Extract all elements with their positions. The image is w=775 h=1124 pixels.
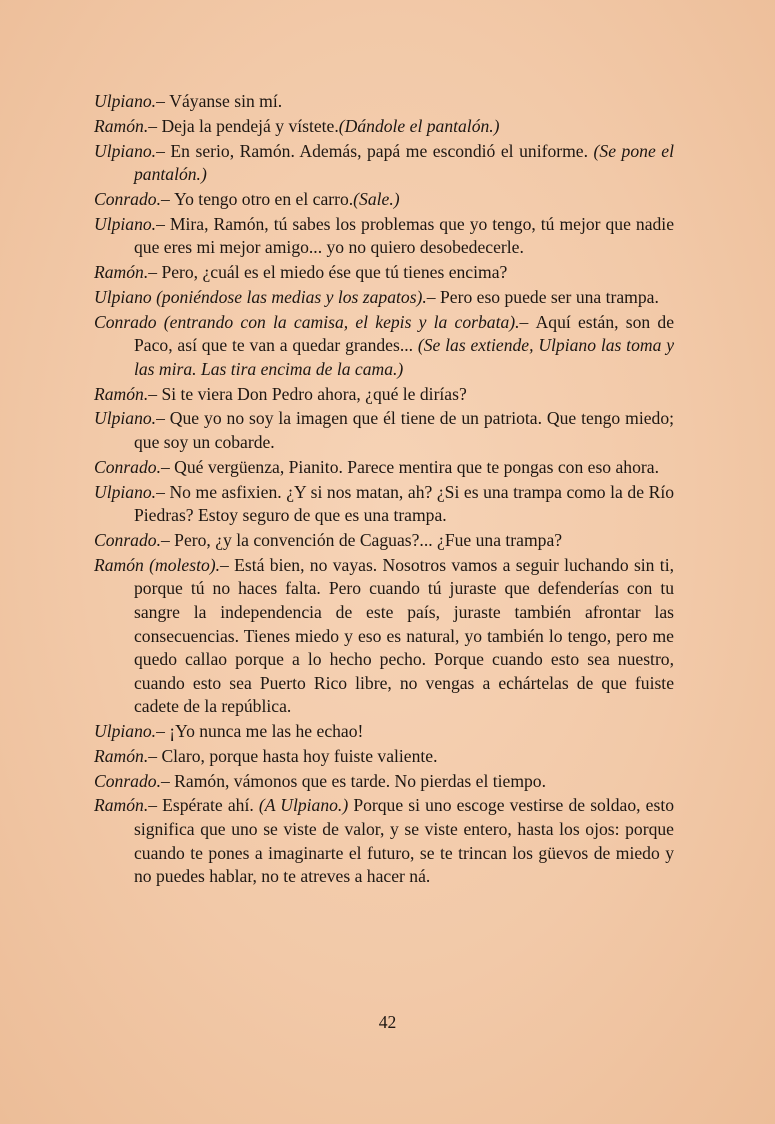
speaker-name: Conrado — [94, 456, 157, 477]
speaker-name: Ramón — [94, 383, 144, 404]
speaker-name: Ulpiano — [94, 140, 152, 161]
dialogue-speech: Deja la pendejá y vístete. — [161, 115, 339, 136]
dialogue-line — [94, 115, 674, 139]
dialogue-speech: Claro, porque hasta hoy fuiste valiente. — [161, 745, 438, 766]
dialogue-line — [94, 745, 674, 769]
stage-direction: (Se pone el pantalón.) — [134, 140, 674, 185]
dialogue-text — [94, 90, 674, 890]
dialogue-line — [94, 213, 674, 260]
dialogue-line — [94, 770, 674, 794]
dialogue-speech: Pero, ¿y la convención de Caguas?... ¿Fue una trampa? — [174, 529, 563, 550]
speaker-name: Conrado — [94, 529, 157, 550]
speaker-name: Ulpiano — [94, 91, 152, 111]
dialogue-speech: Pero eso puede ser una trampa. — [440, 286, 659, 307]
dialogue-line — [94, 554, 674, 719]
dialogue-speech: Que yo no soy la imagen que él tiene de un patriota. Que tengo miedo; que soy un cobarde. — [134, 408, 675, 452]
speaker-dash: .– — [422, 286, 440, 307]
speaker-dash: .– — [151, 721, 170, 742]
speaker-dash: .– — [151, 481, 170, 502]
dialogue-line — [94, 407, 674, 454]
dialogue-speech: Mira, Ramón, tú sabes los problemas que yo tengo, tú mejor que nadie que eres mi mejor amigo... yo no quiero desobedecerle. — [134, 213, 675, 258]
speaker-dash: .– — [151, 213, 170, 234]
dialogue-speech: Ramón, vámonos que es tarde. No pierdas el tiempo. — [174, 770, 546, 791]
dialogue-speech: Si te viera Don Pedro ahora, ¿qué le dirías? — [161, 383, 467, 404]
speaker-dash: .– — [215, 554, 235, 575]
speaker-dash: .– — [156, 529, 175, 550]
dialogue-line — [94, 529, 674, 553]
stage-direction: (A Ulpiano.) — [258, 795, 349, 816]
page-number: 42 — [378, 1012, 397, 1032]
speaker-name: Ulpiano — [94, 408, 152, 429]
speaker-dash: .– — [151, 91, 170, 111]
speaker-name: Ulpiano — [94, 213, 152, 234]
speaker-name: Conrado (entrando con la camisa, el kepis y la corbata) — [94, 311, 516, 332]
dialogue-speech: Aquí están, son de Paco, así que te van a quedar grandes... — [134, 311, 675, 356]
speaker-dash: .– — [143, 262, 162, 283]
dialogue-speech: ¡Yo nunca me las he echao! — [169, 721, 364, 742]
dialogue-speech: Pero, ¿cuál es el miedo ése que tú tienes encima? — [161, 262, 508, 283]
speaker-dash: .– — [515, 311, 536, 332]
stage-direction: (Dándole el pantalón.) — [338, 115, 500, 136]
speaker-dash: .– — [156, 770, 175, 791]
dialogue-line — [94, 456, 674, 480]
dialogue-speech: Váyanse sin mí. — [169, 91, 283, 111]
dialogue-line — [94, 794, 674, 888]
speaker-dash: .– — [143, 745, 162, 766]
dialogue-speech: En serio, Ramón. Además, papá me escondió el uniforme. — [170, 140, 594, 161]
speaker-dash: .– — [143, 795, 163, 816]
dialogue-line — [94, 311, 674, 382]
dialogue-line — [94, 383, 674, 407]
dialogue-line — [94, 140, 674, 187]
speaker-name: Ramón — [94, 115, 144, 136]
dialogue-line — [94, 286, 674, 310]
speaker-name: Ulpiano — [94, 721, 152, 742]
speaker-name: Ulpiano — [94, 481, 152, 502]
speaker-name: Conrado — [94, 188, 157, 209]
stage-direction: (Se las extiende, Ulpiano las toma y las mira. Las tira encima de la cama.) — [134, 335, 674, 379]
dialogue-line — [94, 720, 674, 744]
speaker-name: Ramón (molesto) — [94, 554, 216, 575]
dialogue-speech: No me asfixien. ¿Y si nos matan, ah? ¿Si es una trampa como la de Río Piedras? Estoy seguro de que es una trampa. — [134, 481, 674, 526]
speaker-dash: .– — [156, 188, 175, 209]
dialogue-speech: Está bien, no vayas. Nosotros vamos a seguir luchando sin ti, porque tú no haces falta. Pero cuando tú juraste que defenderías con tu sangre la independencia de este país, juraste también afrontar las consecuencias. Tienes miedo y eso es natural, yo también lo tengo, pero me quedo callao porque a lo hecho pecho. Porque cuando esto sea nuestro, cuando esto sea Puerto Rico libre, no vengas a echártelas de que fuiste cadete de la república. — [134, 554, 674, 717]
speaker-dash: .– — [151, 140, 171, 161]
dialogue-speech: Porque si uno escoge vestirse de soldao, esto significa que uno se viste de valor, y se viste entero, hasta los ojos: porque cuando te pones a imaginarte el futuro, se te trincan los güevos de miedo y no puedes hablar, no te atreves a hacer ná. — [134, 795, 674, 887]
dialogue-speech: Yo tengo otro en el carro. — [174, 188, 354, 209]
speaker-dash: .– — [143, 115, 162, 136]
dialogue-speech: Qué vergüenza, Pianito. Parece mentira que te pongas con eso ahora. — [174, 456, 659, 477]
dialogue-line — [94, 90, 674, 114]
dialogue-line — [94, 481, 674, 528]
dialogue-line — [94, 261, 674, 285]
speaker-name: Ulpiano (poniéndose las medias y los zapatos) — [94, 286, 423, 307]
speaker-dash: .– — [151, 408, 170, 429]
dialogue-line — [94, 188, 674, 212]
stage-direction: (Sale.) — [353, 188, 400, 209]
speaker-name: Ramón — [94, 262, 144, 283]
speaker-name: Ramón — [94, 795, 144, 816]
speaker-name: Conrado — [94, 770, 157, 791]
speaker-dash: .– — [156, 456, 175, 477]
dialogue-speech: Espérate ahí. — [162, 795, 259, 816]
speaker-dash: .– — [143, 383, 162, 404]
speaker-name: Ramón — [94, 745, 144, 766]
